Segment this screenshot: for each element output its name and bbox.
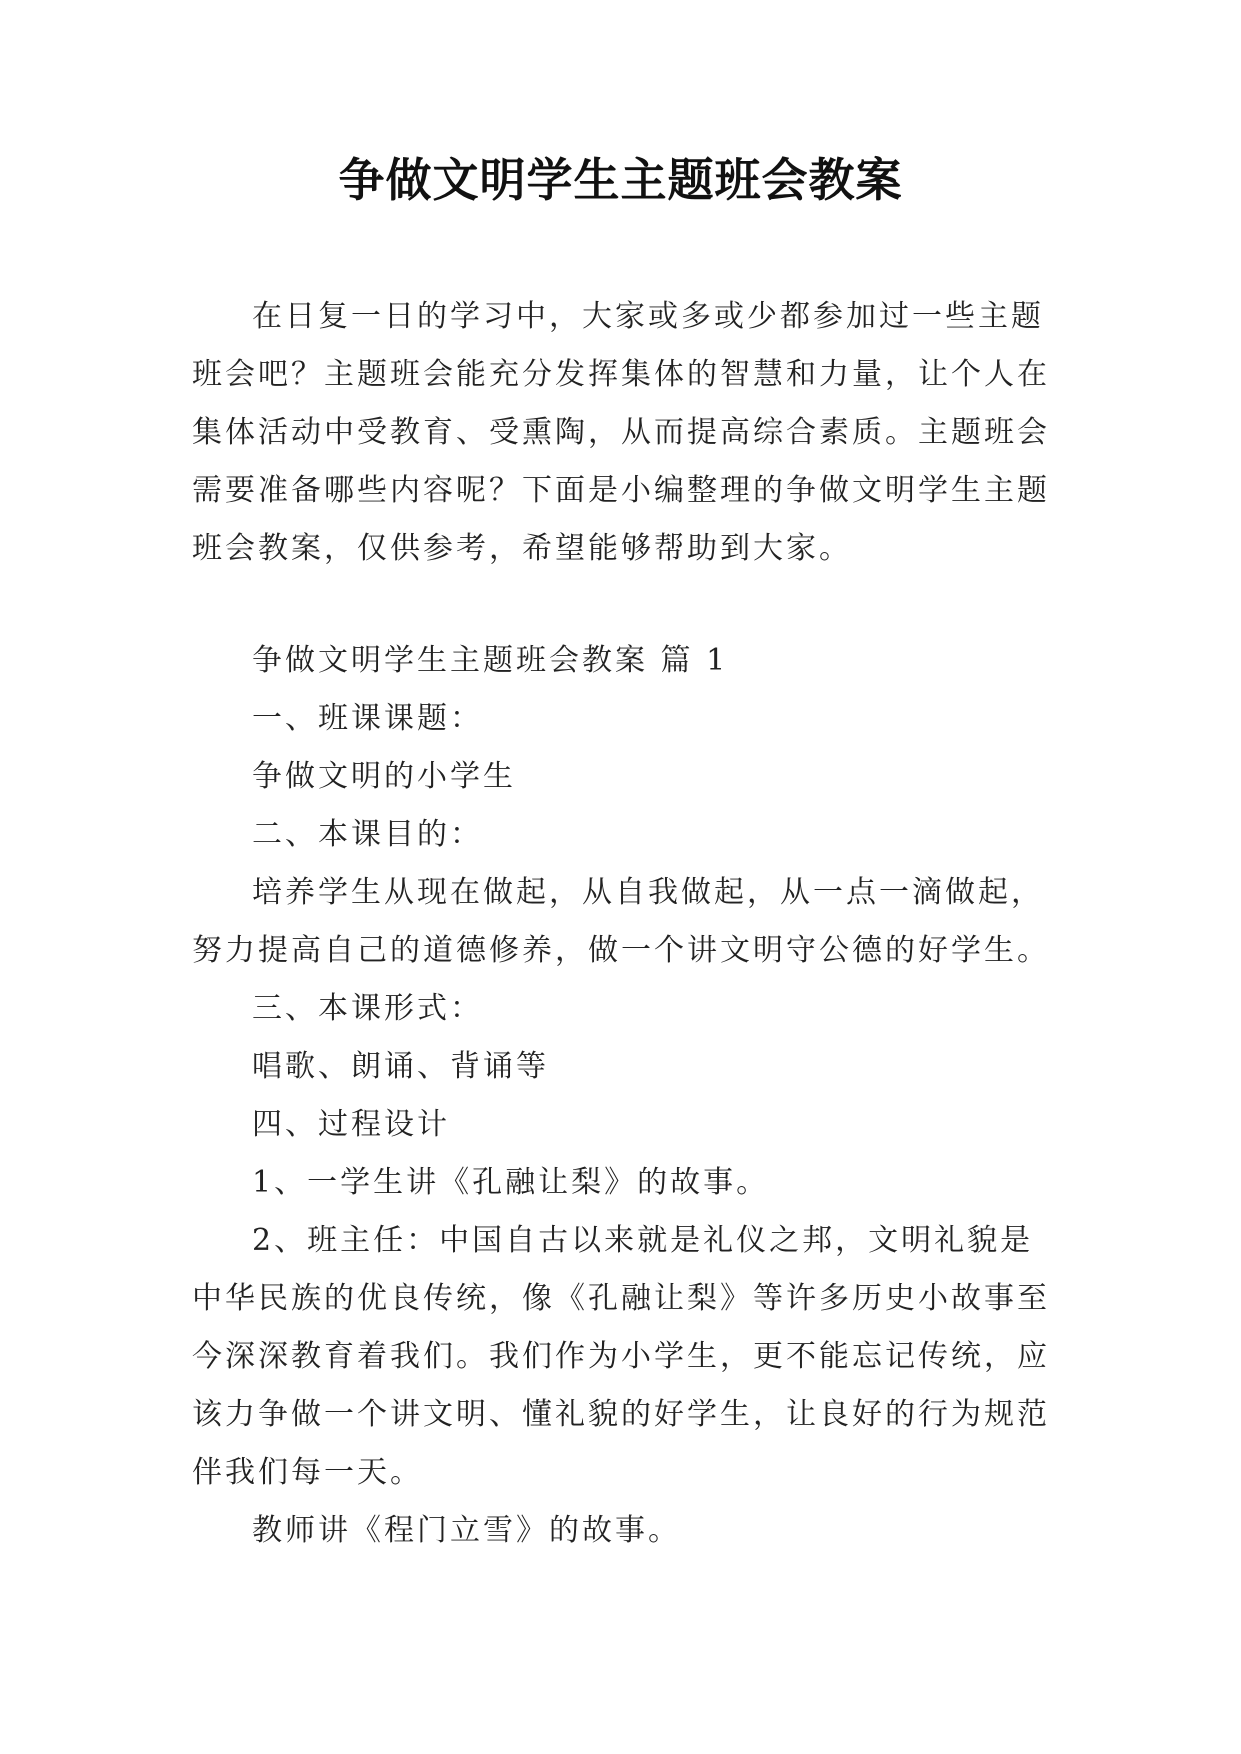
lesson-plan-section xyxy=(192,632,1062,1560)
intro-paragraph: 在日复一日的学习中，大家或多或少都参加过一些主题班会吧？主题班会能充分发挥集体的智慧和力量，让个人在集体活动中受教育、受熏陶，从而提高综合素质。主题班会需要准备哪些内容呢？下面是小编整理的争做文明学生主题班会教案，仅供参考，希望能够帮助到大家。 xyxy=(192,299,1050,566)
format-text: 唱歌、朗诵、背诵等 xyxy=(252,1049,549,1084)
process-step-1: 1、一学生讲《孔融让梨》的故事。 xyxy=(252,1165,770,1200)
intro-section xyxy=(192,288,1062,578)
teacher-story: 教师讲《程门立雪》的故事。 xyxy=(252,1513,681,1548)
section-heading: 争做文明学生主题班会教案 篇 1 xyxy=(252,643,729,678)
purpose-text: 培养学生从现在做起，从自我做起，从一点一滴做起，努力提高自己的道德修养，做一个讲文明守公德的好学生。 xyxy=(192,875,1050,968)
subheading-purpose: 二、本课目的： xyxy=(252,817,483,852)
subheading-process: 四、过程设计 xyxy=(252,1107,450,1142)
topic-text: 争做文明的小学生 xyxy=(252,759,516,794)
document-title: 争做文明学生主题班会教案 xyxy=(338,153,903,207)
process-step-2: 2、班主任：中国自古以来就是礼仪之邦，文明礼貌是中华民族的优良传统，像《孔融让梨》等许多历史小故事至今深深教育着我们。我们作为小学生，更不能忘记传统，应该力争做一个讲文明、懂礼貌的好学生，让良好的行为规范伴我们每一天。 xyxy=(192,1223,1050,1490)
subheading-format: 三、本课形式： xyxy=(252,991,483,1026)
subheading-topic: 一、班课课题： xyxy=(252,701,483,736)
